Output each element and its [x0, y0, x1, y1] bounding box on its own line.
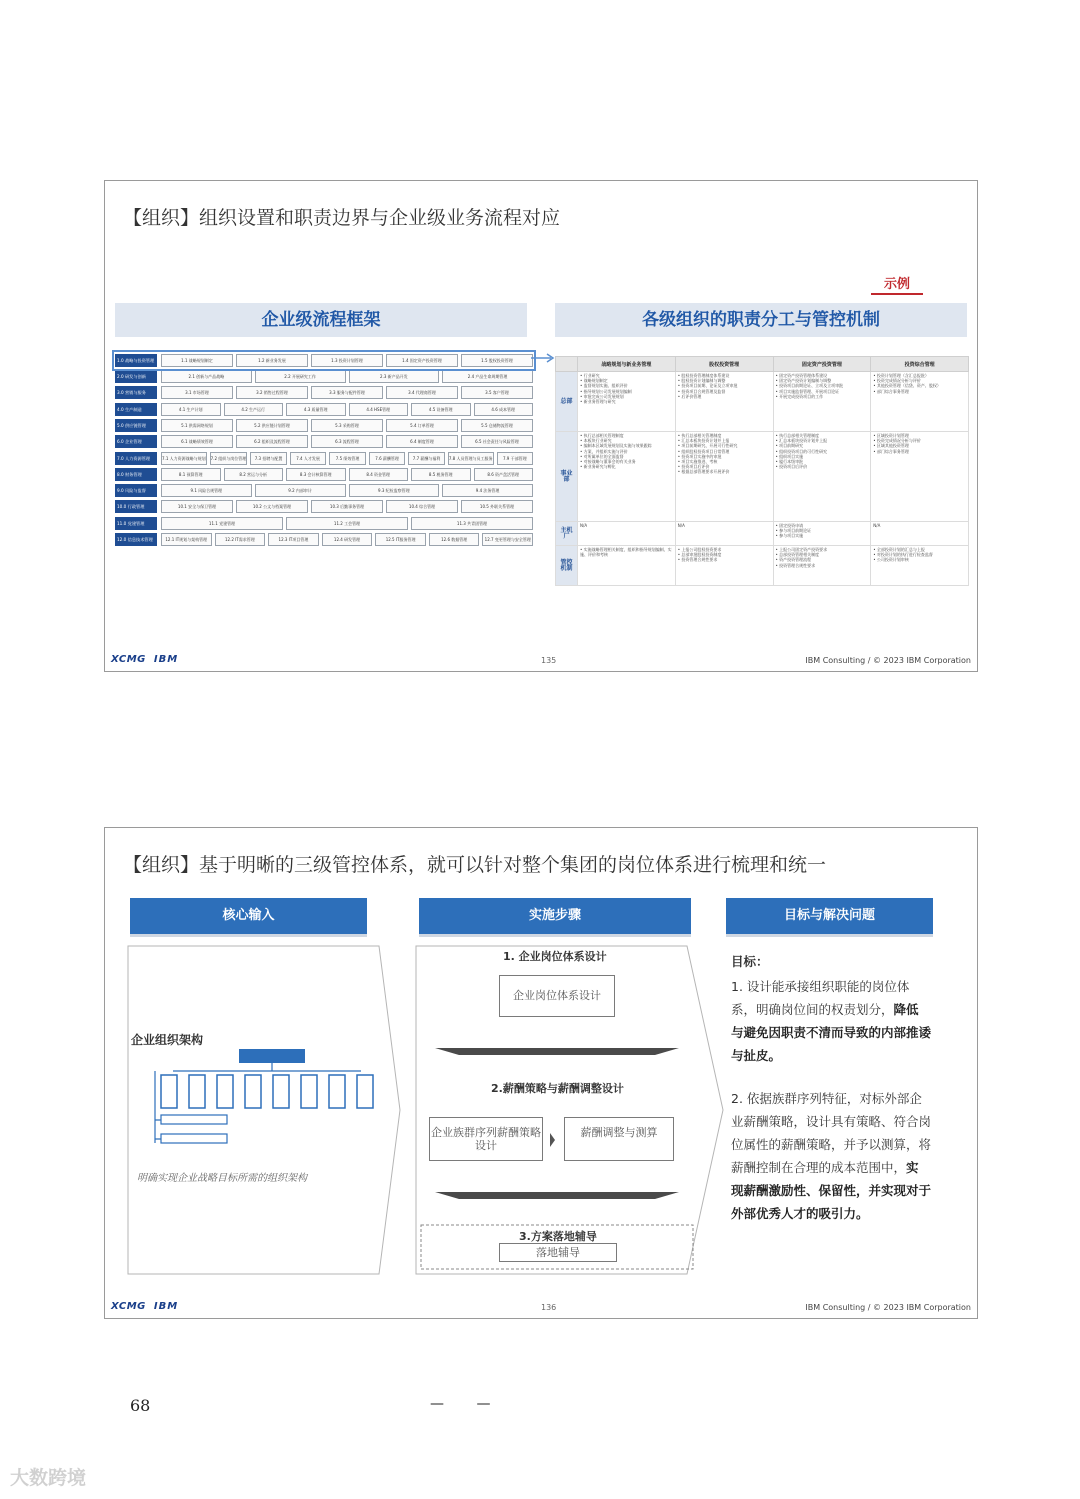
process-row-label: 4.0 生产制造: [115, 403, 157, 416]
slide-135: [104, 180, 978, 672]
resp-cell: • 实施战略管理相关制度，组织和指导规划编制、实施、评价和考核: [578, 546, 676, 586]
resp-cell: • 投资计划管理（含汇总报批） • 投资完成情况分析与评价 • 其他投资管理（信贷、资产、股权） • 部门综合事务管理: [871, 372, 969, 432]
process-cell: 8.3 会计核算管理: [286, 468, 346, 481]
slide-title: 【组织】基于明晰的三级管控体系，就可以针对整个集团的岗位体系进行梳理和统一: [123, 854, 827, 876]
process-cell: 12.7 变更管理与安全管理: [482, 533, 533, 546]
xcmg-ibm-logo: XCMG IBM: [111, 654, 179, 665]
slide-footer: [111, 654, 971, 668]
process-cell: 6.3 流程管理: [311, 435, 383, 448]
process-cell: 7.4 人才发展: [290, 452, 327, 465]
process-cell: 12.3 IT项目管理: [268, 533, 319, 546]
process-cell: 11.2 工会管理: [286, 517, 408, 530]
process-row-label: 10.0 行政管理: [115, 500, 157, 513]
process-cell: 12.1 IT规划与架构管理: [161, 533, 212, 546]
process-cell: 10.2 公文与档案管理: [236, 500, 308, 513]
process-cell: 4.6 成本管理: [474, 403, 534, 416]
step2-box-strategy: 企业族群序列薪酬策略设计: [429, 1117, 543, 1161]
slide-footer: [111, 1301, 971, 1315]
resp-row-label: 管控机制: [556, 546, 578, 586]
process-row: [115, 451, 533, 466]
process-cell: 12.4 研发管理: [322, 533, 373, 546]
process-row-label: 5.0 供应链管理: [115, 419, 157, 432]
process-cell: 3.3 服务与配件管理: [311, 386, 383, 399]
process-row: [115, 467, 533, 482]
page-dash: — —: [430, 1396, 505, 1412]
resp-row: [556, 522, 969, 546]
process-row-label: 9.0 风险与监督: [115, 484, 157, 497]
slide-page-number: 136: [541, 1303, 557, 1312]
process-cell: 5.5 仓储物流管理: [461, 419, 533, 432]
resp-column-header: 投资综合管理: [871, 357, 969, 372]
process-row-label: 2.0 研发与创新: [115, 370, 157, 383]
process-cell: 1.5 股权投资管理: [461, 354, 533, 367]
goal-2: 2. 依据族群序列特征，对标外部企业薪酬策略，设计具有策略、符合岗位属性的薪酬策略，并予以测算，将薪酬控制在合理的成本范围中，实现薪酬激励性、保留性，并实现对于外部优秀人才的吸引力。: [731, 1091, 932, 1221]
step3-box: 落地辅导: [499, 1243, 617, 1262]
process-cell: 1.3 投资计划管理: [311, 354, 383, 367]
process-cell: 9.4 法务管理: [442, 484, 533, 497]
resp-row-label: 主机厂: [556, 522, 578, 546]
step2-box-adjust: 薪酬调整与测算: [564, 1117, 674, 1161]
goal-1: 1. 设计能承接组织职能的岗位体系，明确岗位间的权责划分，降低与避免因职责不清而导致的内部推诿与扯皮。: [731, 979, 932, 1063]
org-structure-title: 企业组织架构: [131, 1033, 204, 1047]
process-cell: 3.5 客户管理: [461, 386, 533, 399]
process-row: [115, 532, 533, 547]
process-cell: 8.4 资金管理: [349, 468, 409, 481]
process-cell: 9.3 纪检监察管理: [349, 484, 440, 497]
process-row-label: 6.0 企业管理: [115, 435, 157, 448]
process-cell: 2.2 开展研究工作: [255, 370, 346, 383]
responsibility-table: [555, 356, 969, 586]
resp-column-header: 股权投资管理: [675, 357, 773, 372]
process-cell: 7.8 人员管理与员工服务: [448, 452, 494, 465]
process-cell: 6.2 组织及流程管理: [236, 435, 308, 448]
process-cell: 10.5 外联关系管理: [461, 500, 533, 513]
process-cell: 2.3 新产品开发: [349, 370, 440, 383]
resp-column-header: 固定资产投资管理: [773, 357, 871, 372]
process-row-label: 12.0 信息技术管理: [115, 533, 157, 546]
goal-title: 目标：: [731, 954, 769, 969]
process-cell: 7.6 薪酬管理: [369, 452, 406, 465]
resp-cell: • 固定资产投资管理体系建设 • 固定资产投资计划编制与调整 • 投资项目前期论证、立项及立项审批 • 项目实施监督管理、开展项目论证 • 开展完成投资项目的工作: [773, 372, 871, 432]
process-cell: 5.3 采购管理: [311, 419, 383, 432]
step1-box: 企业岗位体系设计: [499, 975, 615, 1017]
process-cell: 4.1 生产计划: [161, 403, 221, 416]
process-cell: 4.2 生产运行: [224, 403, 284, 416]
process-cell: 9.2 内部审计: [255, 484, 346, 497]
resp-column-header: 战略规划与新业务管理: [578, 357, 676, 372]
resp-cell: • 固定投资申请 • 参与项目前期论证 • 参与项目实施: [773, 522, 871, 546]
step3-title: 3.方案落地辅导: [519, 1230, 597, 1243]
process-cell: 5.4 订单管理: [386, 419, 458, 432]
org-structure-caption: 明确实现企业战略目标所需的组织架构: [137, 1173, 307, 1184]
process-cell: 4.4 HSE管理: [349, 403, 409, 416]
resp-cell: • 全部投资计划的汇总与上报 • 对投资计划的执行进行检查监督 • 公司投资计划审核: [871, 546, 969, 586]
process-cell: 1.2 新业务发展: [236, 354, 308, 367]
core-input-header: 核心输入: [130, 898, 367, 934]
process-row: [115, 418, 533, 433]
process-cell: 3.4 代理商管理: [386, 386, 458, 399]
process-cell: 3.1 市场管理: [161, 386, 233, 399]
process-row-label: 3.0 营销与服务: [115, 386, 157, 399]
resp-cell: N/A: [675, 522, 773, 546]
resp-cell: • 执行总部相关管理制度 • 汇总本板块投资计划并上报 • 项目前期研究 • 组织投资项目的可行性研究 • 组织项目实施 • 履行本级审批 • 投资项目后评价: [773, 432, 871, 522]
process-framework-header: 企业级流程框架: [115, 303, 527, 337]
resp-cell: N/A: [871, 522, 969, 546]
process-cell: 11.3 共青团管理: [411, 517, 533, 530]
slide-136: [104, 827, 978, 1319]
process-cell: 2.4 产品生命周期管理: [442, 370, 533, 383]
process-cell: 10.1 安全与保卫管理: [161, 500, 233, 513]
resp-row: [556, 546, 969, 586]
process-row: [115, 500, 533, 515]
goals-header: 目标与解决问题: [726, 898, 933, 934]
process-cell: 1.1 战略规划制定: [161, 354, 233, 367]
resp-column-header: [556, 357, 578, 372]
process-cell: 7.3 招聘与配置: [250, 452, 287, 465]
process-row-label: 11.0 党建管理: [115, 517, 157, 530]
process-cell: 6.1 战略绩效管理: [161, 435, 233, 448]
resp-cell: • 上报公司固定资产投资要求 • 总部投资管理相关制度 • 资产投资管理流程 • 投资管理合规性要求: [773, 546, 871, 586]
copyright: IBM Consulting / © 2023 IBM Corporation: [805, 656, 971, 665]
slide-page-number: 135: [541, 656, 557, 665]
process-cell: 10.4 综合管理: [386, 500, 458, 513]
process-cell: 4.3 质量管理: [286, 403, 346, 416]
process-row: [115, 434, 533, 449]
process-row-label: 8.0 财务管理: [115, 468, 157, 481]
core-input-panel: [127, 945, 402, 1275]
process-row-label: 7.0 人力资源管理: [115, 452, 157, 465]
step2-title: 2.薪酬策略与薪酬调整设计: [491, 1082, 624, 1095]
resp-cell: • 执行总部相关管理制度 • 本板块行业研究 • 编制本区域发展规划及实施与效果跟踪 • 方案，并组织实施与评价 • 对所属单位的全面监督 • 对接战略与董事会的有关业务 • 新业务研究与孵化: [578, 432, 676, 522]
responsibility-header: 各级组织的职责分工与管控机制: [555, 303, 967, 337]
process-cell: 9.1 风险合规管理: [161, 484, 252, 497]
process-cell: 4.5 设备管理: [411, 403, 471, 416]
resp-cell: • 区域投资计划管理 • 投资完成情况分析与评价 • 区域其他投资管理 • 部门综合事务管理: [871, 432, 969, 522]
copyright: IBM Consulting / © 2023 IBM Corporation: [805, 1303, 971, 1312]
resp-row-label: 事业部: [556, 432, 578, 522]
page-number: 68: [130, 1396, 151, 1415]
process-cell: 5.1 供需网络规划: [161, 419, 233, 432]
process-cell: 7.5 绩效管理: [329, 452, 366, 465]
xcmg-ibm-logo: XCMG IBM: [111, 1301, 179, 1312]
resp-row-label: 总部: [556, 372, 578, 432]
process-cell: 1.4 固定资产投资管理: [386, 354, 458, 367]
process-row: [115, 483, 533, 498]
process-cell: 6.4 制度管理: [386, 435, 458, 448]
process-cell: 12.6 数据管理: [429, 533, 480, 546]
process-cell: 7.2 组织与岗位管理: [210, 452, 248, 465]
example-badge: 示例: [871, 273, 923, 295]
process-row: [115, 353, 533, 368]
process-row: [115, 386, 533, 401]
slide-title: 【组织】组织设置和职责边界与企业级业务流程对应: [123, 207, 561, 229]
process-row: [115, 516, 533, 531]
process-cell: 11.1 党建管理: [161, 517, 283, 530]
process-cell: 2.1 创新与产品战略: [161, 370, 252, 383]
process-cell: 7.1 人力资源战略与规划: [161, 452, 207, 465]
process-cell: 8.6 资产盘活管理: [474, 468, 534, 481]
process-cell: 6.5 社会责任与风险管理: [461, 435, 533, 448]
resp-cell: • 股权投资管理制度体系建设 • 股权投资计划编制与调整 • 投资项目前期、论证及立项审批 • 投资项目合规管理及监督 • 后评价管理: [675, 372, 773, 432]
resp-row: [556, 372, 969, 432]
step1-title: 1. 企业岗位体系设计: [503, 950, 607, 963]
process-cell: 8.2 营运与分析: [224, 468, 284, 481]
resp-cell: • 行业研究 • 战略规划制定 • 监督规划实施、组织评价 • 指导规划公司发展规划编制 • 审批完成公司发展规划 • 新业务管理与研究: [578, 372, 676, 432]
steps-header: 实施步骤: [419, 898, 691, 934]
process-row: [115, 369, 533, 384]
process-cell: 12.2 IT需求管理: [215, 533, 266, 546]
resp-cell: N/A: [578, 522, 676, 546]
resp-cell: • 执行总部相关管理制度 • 汇总本板块投资计划并上报 • 项目前期研究、开展可行性研究 • 组织股权投资项目日常管理 • 投资项目实施中的审批 • 项目实施推进、考核 • 投资项目后评价 • 根据总部管理要求开展评价: [675, 432, 773, 522]
process-cell: 5.2 供应链计划管理: [236, 419, 308, 432]
process-cell: 12.5 IT服务管理: [375, 533, 426, 546]
resp-row: [556, 432, 969, 522]
process-cell: 3.2 销售过程管理: [236, 386, 308, 399]
process-cell: 7.9 干部管理: [497, 452, 534, 465]
resp-cell: • 上报公司股权投资要求 • 总部审批股权投资制度 • 投资管理合规性要求: [675, 546, 773, 586]
process-cell: 8.1 预算管理: [161, 468, 221, 481]
process-cell: 8.5 税务管理: [411, 468, 471, 481]
process-row-label: 1.0 战略与投资管理: [115, 354, 157, 367]
goals-text: [731, 950, 931, 1225]
process-row: [115, 402, 533, 417]
watermark-logo: 大数跨境: [10, 1467, 87, 1489]
process-cell: 7.7 薪酬与福利: [408, 452, 445, 465]
process-framework: [115, 353, 533, 549]
process-cell: 10.3 后勤事务管理: [311, 500, 383, 513]
